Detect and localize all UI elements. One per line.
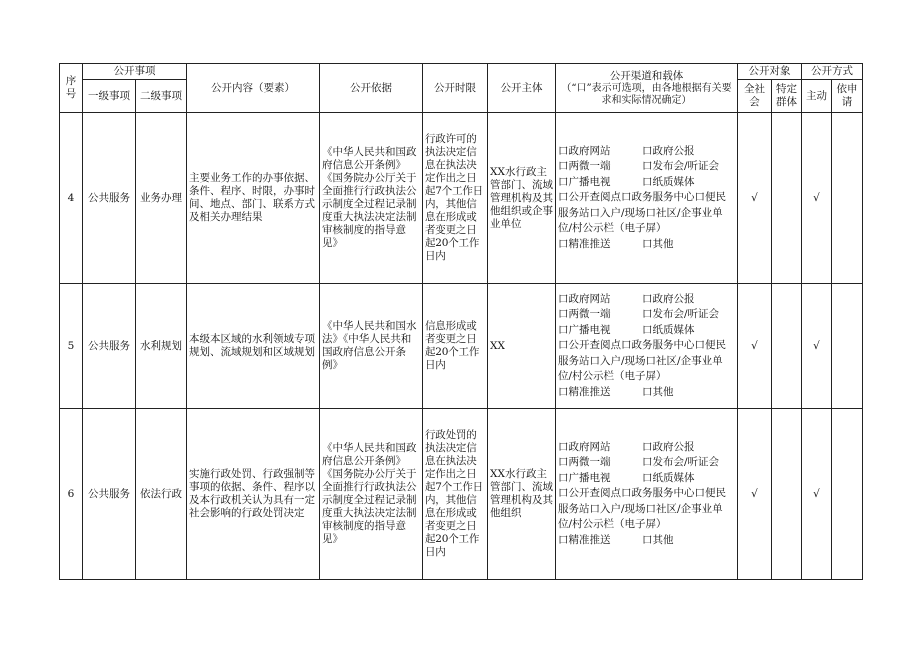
- channel-line: 位/村公示栏（电子屏）: [558, 370, 667, 383]
- channel-line: 口公开查阅点口政务服务中心口便民: [558, 487, 726, 500]
- channel-line: 口精准推送 口其他: [558, 385, 674, 398]
- channel-line: 口政府网站 口政府公报: [558, 144, 695, 157]
- row-basis: 《中华人民共和国水法》《中华人民共和国政府信息公开条例》: [320, 284, 423, 409]
- row-target-all: √: [738, 284, 772, 409]
- row-basis: 《中华人民共和国政府信息公开条例》《国务院办公厅关于全面推行行政执法公示制度全过程记录制度重大执法决定法制审核制度的指导意见》: [320, 113, 423, 284]
- header-target-specific: 特定群体: [772, 80, 802, 113]
- row-channels: [556, 409, 738, 580]
- channel-line: 口公开查阅点口政务服务中心口便民: [558, 339, 726, 352]
- row-channels: [556, 113, 738, 284]
- channel-line: 口两微一端 口发布会/听证会: [558, 160, 720, 173]
- channel-line: 口广播电视 口纸质媒体: [558, 175, 695, 188]
- row-target-all: √: [738, 409, 772, 580]
- channel-line: 位/村公示栏（电子屏）: [558, 222, 667, 235]
- row-content: 主要业务工作的办事依据、条件、程序、时限，办事时间、地点、部门、联系方式及相关办理结果: [187, 113, 320, 284]
- channel-line: 口两微一端 口发布会/听证会: [558, 456, 720, 469]
- row-method-active: √: [802, 409, 832, 580]
- header-target-group: 公开对象: [738, 64, 802, 80]
- channel-line: 口政府网站 口政府公报: [558, 440, 695, 453]
- header-basis: 公开依据: [320, 64, 423, 113]
- row-level1: 公共服务: [83, 284, 136, 409]
- row-target-all: √: [738, 113, 772, 284]
- row-seq: 5: [60, 284, 83, 409]
- row-level2: 依法行政: [136, 409, 187, 580]
- row-content: 实施行政处罚、行政强制等事项的依据、条件、程序以及本行政机关认为具有一定社会影响的行政处罚决定: [187, 409, 320, 580]
- row-level2: 水利规划: [136, 284, 187, 409]
- row-subject: XX水行政主管部门、流域管理机构及其他组织或企事业单位: [488, 113, 556, 284]
- row-method-request: [832, 284, 863, 409]
- channel-line: 口精准推送 口其他: [558, 533, 674, 546]
- channel-line: 口公开查阅点口政务服务中心口便民: [558, 191, 726, 204]
- channel-line: 口广播电视 口纸质媒体: [558, 323, 695, 336]
- row-time-limit: 行政许可的执法决定信息在执法决定作出之日起7个工作日内，其他信息在形成或者变更之日起20个工作日内: [423, 113, 488, 284]
- row-channels: [556, 284, 738, 409]
- row-target-specific: [772, 113, 802, 284]
- row-basis: 《中华人民共和国政府信息公开条例》《国务院办公厅关于全面推行行政执法公示制度全过程记录制度重大执法决定法制审核制度的指导意见》: [320, 409, 423, 580]
- table-row: [60, 409, 863, 580]
- header-channel: [556, 64, 738, 113]
- table-row: [60, 284, 863, 409]
- row-method-request: [832, 409, 863, 580]
- row-time-limit: 行政处罚的执法决定信息在执法决定作出之日起7个工作日内，其他信息在形成或者变更之日起20个工作日内: [423, 409, 488, 580]
- row-method-active: √: [802, 284, 832, 409]
- header-level2: 二级事项: [136, 80, 187, 113]
- channel-line: 服务站口入户/现场口社区/企事业单: [558, 502, 723, 515]
- row-level1: 公共服务: [83, 113, 136, 284]
- row-method-active: √: [802, 113, 832, 284]
- table-row: [60, 113, 863, 284]
- channel-line: 位/村公示栏（电子屏）: [558, 518, 667, 531]
- row-subject: XX水行政主管部门、流域管理机构及其他组织: [488, 409, 556, 580]
- disclosure-table: [59, 63, 863, 580]
- row-target-specific: [772, 284, 802, 409]
- row-subject: XX: [488, 284, 556, 409]
- row-target-specific: [772, 409, 802, 580]
- header-subject: 公开主体: [488, 64, 556, 113]
- row-time-limit: 信息形成或者变更之日起20个工作日内: [423, 284, 488, 409]
- channel-line: 口精准推送 口其他: [558, 237, 674, 250]
- channel-line: 口政府网站 口政府公报: [558, 292, 695, 305]
- channel-line: 服务站口入户/现场口社区/企事业单: [558, 206, 723, 219]
- channel-line: 口两微一端 口发布会/听证会: [558, 308, 720, 321]
- header-target-all: 全社会: [738, 80, 772, 113]
- row-method-request: [832, 113, 863, 284]
- header-item-group: 公开事项: [83, 64, 187, 80]
- header-method-active: 主动: [802, 80, 832, 113]
- header-content: 公开内容（要素）: [187, 64, 320, 113]
- row-content: 本级本区域的水利领域专项规划、流域规划和区域规划: [187, 284, 320, 409]
- header-time-limit: 公开时限: [423, 64, 488, 113]
- row-level1: 公共服务: [83, 409, 136, 580]
- header-channel-note: （“口”表示可选项，由各地根据有关要求和实际情况确定）: [561, 82, 732, 106]
- channel-line: 口广播电视 口纸质媒体: [558, 471, 695, 484]
- header-level1: 一级事项: [83, 80, 136, 113]
- header-method-request: 依申请: [832, 80, 863, 113]
- header-method-group: 公开方式: [802, 64, 863, 80]
- header-channel-title: 公开渠道和载体: [609, 69, 684, 82]
- row-level2: 业务办理: [136, 113, 187, 284]
- row-seq: 4: [60, 113, 83, 284]
- channel-line: 服务站口入户/现场口社区/企事业单: [558, 354, 723, 367]
- row-seq: 6: [60, 409, 83, 580]
- header-seq: 序号: [60, 64, 83, 113]
